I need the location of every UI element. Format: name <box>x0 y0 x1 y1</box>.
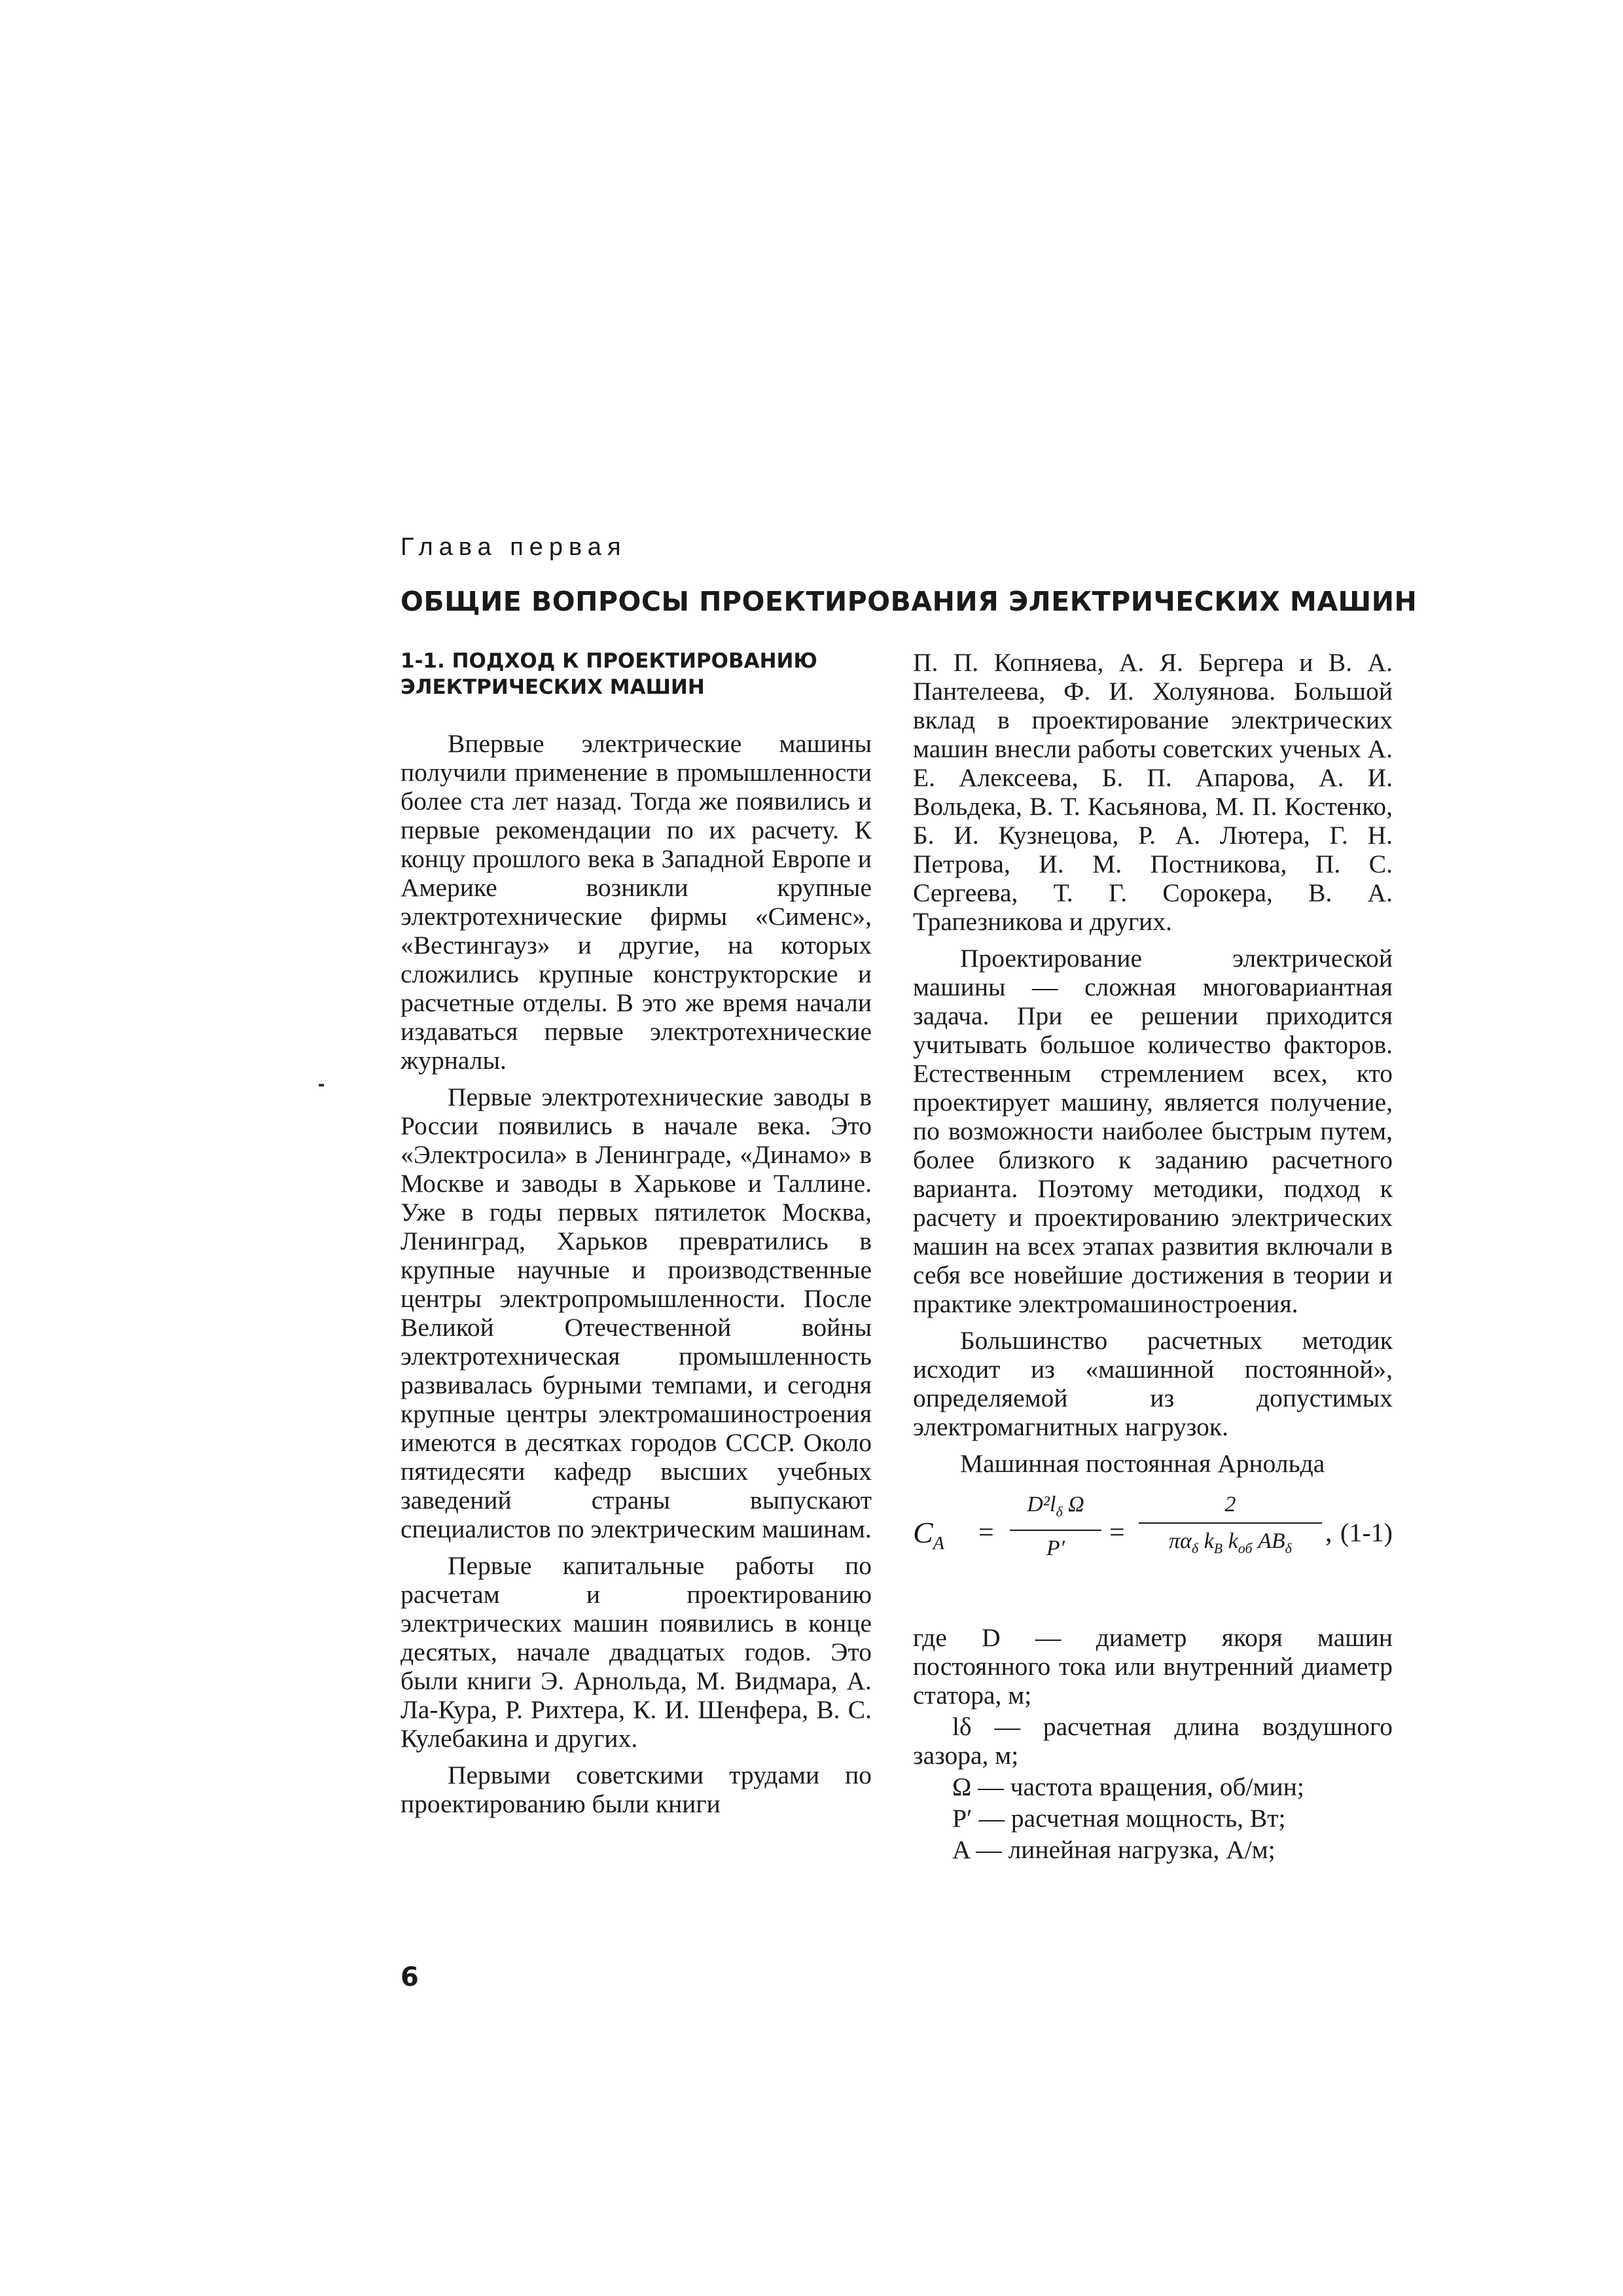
formula-equals: = <box>978 1518 994 1548</box>
paragraph: Большинство расчетных методик исходит из «машинной постоянной», определяемой из допустимых электромагнитных нагрузок. <box>913 1326 1393 1441</box>
chapter-label: Глава первая <box>401 533 627 561</box>
paragraph: Первые капитальные работы по расчетам и проектированию электрических машин появились в конце десятых, начале двадцатых годов. Это были книги Э. Арнольда, М. Видмара, А. Ла-Кура, Р. Рихтера, К. И. Шенфера, В. С. Кулебакина и других. <box>401 1551 872 1753</box>
page-number: 6 <box>401 1962 419 1992</box>
formula-fraction-2 <box>1139 1490 1322 1564</box>
formula-comma: , <box>1325 1518 1332 1548</box>
formula-numerator-2: 2 <box>1224 1492 1236 1516</box>
formula-numerator-1: $D^2l_\delta$ Ω <box>1027 1492 1084 1520</box>
formula-arnold-constant <box>913 1490 1393 1581</box>
paragraph: Проектирование электрической машины — сложная многовариантная задача. При ее решении приходится учитывать большое количество факторов. Естественным стремлением всех, кто проектирует машину, является получение, по возможности наиболее быстрым путем, более близкого к заданию расчетного варианта. Поэтому методики, подход к расчету и проектированию электрических машин на всех этапах развития включали в себя все новейшие достижения в теории и практике электромашиностроения. <box>913 944 1393 1318</box>
section-heading <box>401 648 872 700</box>
fraction-bar <box>1139 1522 1322 1524</box>
section-heading-line1: 1-1. ПОДХОД К ПРОЕКТИРОВАНИЮ <box>401 649 817 673</box>
paragraph: Впервые электрические машины получили применение в промышленности более ста лет назад. Тогда же появились и первые рекомендации по их расчету. К концу прошлого века в Западной Европе и Америке возникли крупные электротехнические фирмы «Сименс», «Вестингауз» и другие, на которых сложились крупные конструкторские и расчетные отделы. В это же время начали издаваться первые электротехнические журналы. <box>401 729 872 1075</box>
paragraph: Первые электротехнические заводы в России появились в начале века. Это «Электросила» в Ленинграде, «Динамо» в Москве и заводы в Харькове и Таллине. Уже в годы первых пятилеток Москва, Ленинград, Харьков превратились в крупные научные и производственные центры электропромышленности. После Великой Отечественной войны электротехническая промышленность развивалась бурными темпами, и сегодня крупные центры электромашиностроения имеются в десятках городов СССР. Около пятидесяти кафедр высших учебных заведений страны выпускают специалистов по электрическим машинам. <box>401 1083 872 1543</box>
left-column <box>401 648 872 1826</box>
formula-equals: = <box>1109 1518 1125 1548</box>
scan-speck <box>319 1084 324 1086</box>
formula-lhs: $C_A$ <box>913 1516 944 1554</box>
chapter-title: ОБЩИЕ ВОПРОСЫ ПРОЕКТИРОВАНИЯ ЭЛЕКТРИЧЕСКИХ МАШИН <box>401 586 1418 617</box>
formula-fraction-1 <box>1010 1490 1101 1564</box>
right-column <box>913 648 1393 1867</box>
paragraph: П. П. Копняева, А. Я. Бергера и В. А. Пантелеева, Ф. И. Холуянова. Большой вклад в проектирование электрических машин внесли работы советских ученых А. Е. Алексеева, Б. П. Апарова, А. И. Вольдека, В. Т. Касьянова, М. П. Костенко, Б. И. Кузнецова, Р. А. Лютера, Г. Н. Петрова, И. М. Постникова, П. С. Сергеева, Т. Г. Сорокера, В. А. Трапезникова и других. <box>913 648 1393 936</box>
paragraph: Первыми советскими трудами по проектированию были книги <box>401 1761 872 1818</box>
section-heading-line2: ЭЛЕКТРИЧЕСКИХ МАШИН <box>401 675 705 699</box>
definition-intro: где D — диаметр якоря машин постоянного тока или внутренний диаметр статора, м; <box>913 1623 1393 1710</box>
definition-item: lδ — расчетная длина воздушного зазора, м; <box>913 1712 1393 1770</box>
definition-item: P′ — расчетная мощность, Вт; <box>952 1804 1286 1833</box>
formula-denominator-2: $\pi\alpha_\delta$ $k_B$ $k_{об}$ $AB_\delta$ <box>1169 1529 1292 1556</box>
formula-number: (1-1) <box>1340 1518 1393 1547</box>
definition-item: A — линейная нагрузка, А/м; <box>952 1835 1275 1864</box>
paragraph: Машинная постоянная Арнольда <box>960 1449 1325 1478</box>
definition-list <box>913 1623 1393 1864</box>
formula-denominator-1: P′ <box>1046 1535 1065 1560</box>
definition-item: Ω — частота вращения, об/мин; <box>952 1772 1304 1801</box>
fraction-bar <box>1010 1530 1101 1531</box>
